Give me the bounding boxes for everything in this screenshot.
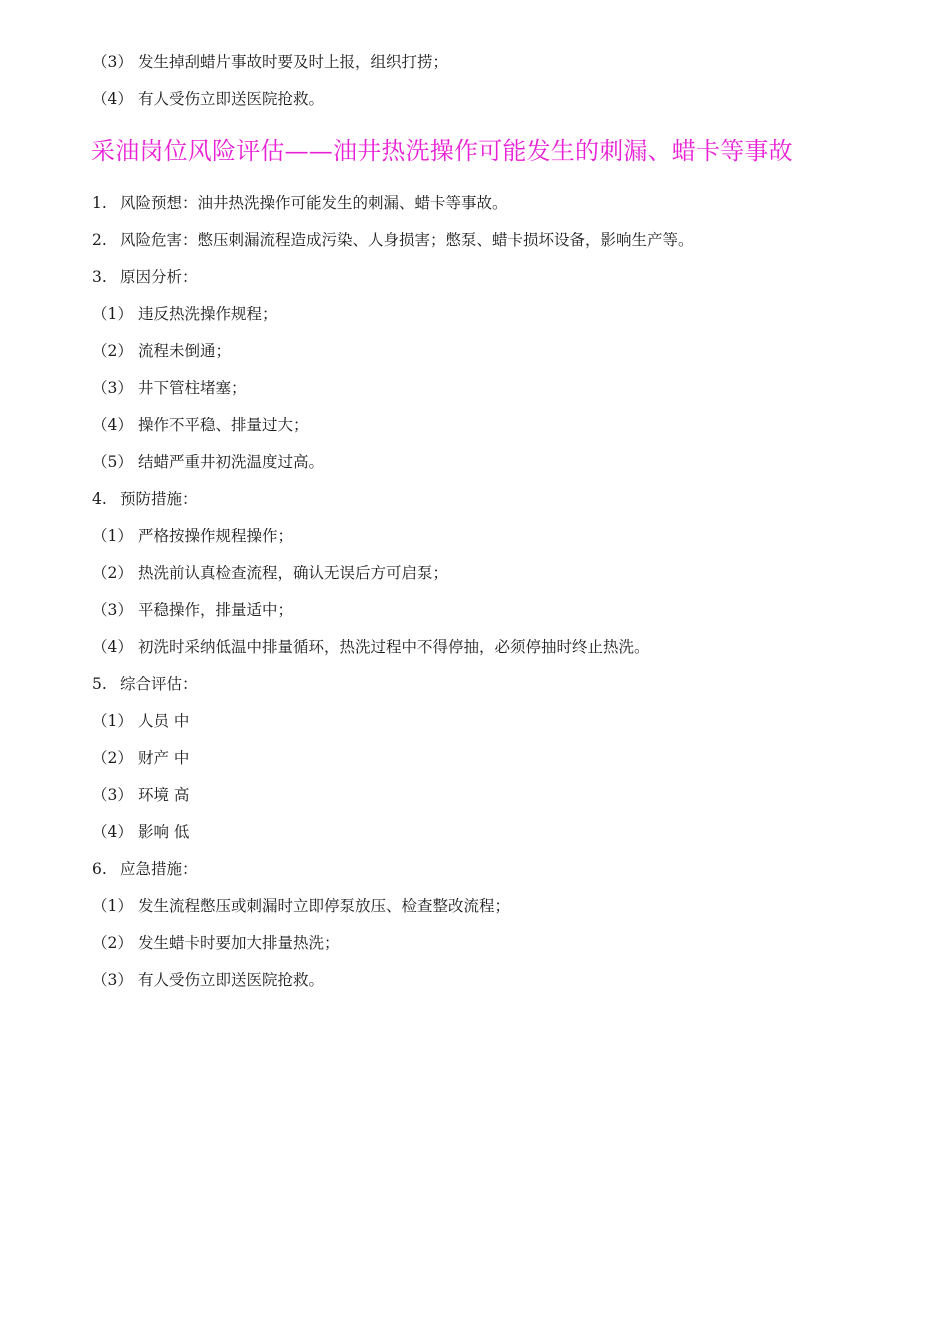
- section-line: [92, 267, 198, 287]
- section-text: 风险预想：油井热洗操作可能发生的刺漏、蜡卡等事故。: [120, 194, 508, 212]
- item-text: 流程未倒通；: [138, 342, 232, 360]
- item-number: （1）: [92, 897, 133, 915]
- section-number: 1.: [92, 194, 107, 212]
- item-number: （2）: [92, 564, 133, 582]
- section-text: 原因分析：: [120, 268, 198, 286]
- section-line: [92, 193, 508, 213]
- section-line: [92, 859, 198, 879]
- list-item: [92, 52, 448, 72]
- item-text: 违反热洗操作规程；: [138, 305, 278, 323]
- list-item: [92, 748, 189, 768]
- list-item: [92, 822, 189, 842]
- item-text: 影响 低: [138, 823, 190, 841]
- item-text: 发生蜡卡时要加大排量热洗；: [138, 934, 340, 952]
- item-number: （4）: [92, 416, 133, 434]
- section-text: 预防措施：: [120, 490, 198, 508]
- item-number: （4）: [92, 638, 133, 656]
- section-number: 4.: [92, 490, 107, 508]
- item-number: （3）: [92, 601, 133, 619]
- item-text: 热洗前认真检查流程，确认无误后方可启泵；: [138, 564, 449, 582]
- item-number: （3）: [92, 379, 133, 397]
- section-number: 6.: [92, 860, 107, 878]
- item-number: （4）: [92, 90, 133, 108]
- list-item: [92, 933, 340, 953]
- item-text: 平稳操作，排量适中；: [138, 601, 294, 619]
- section-text: 风险危害：憋压刺漏流程造成污染、人身损害；憋泵、蜡卡损坏设备，影响生产等。: [120, 231, 694, 249]
- item-text: 初洗时采纳低温中排量循环，热洗过程中不得停抽，必须停抽时终止热洗。: [138, 638, 650, 656]
- item-number: （4）: [92, 823, 133, 841]
- item-text: 有人受伤立即送医院抢救。: [138, 90, 325, 108]
- item-number: （5）: [92, 453, 133, 471]
- item-text: 井下管柱堵塞；: [138, 379, 247, 397]
- section-heading: 采油岗位风险评估——油井热洗操作可能发生的刺漏、蜡卡等事故: [91, 137, 793, 165]
- list-item: [92, 600, 293, 620]
- section-line: [92, 230, 694, 250]
- item-number: （3）: [92, 53, 133, 71]
- item-text: 发生流程憋压或刺漏时立即停泵放压、检查整改流程；: [138, 897, 511, 915]
- list-item: [92, 526, 293, 546]
- section-text: 应急措施：: [120, 860, 198, 878]
- item-number: （2）: [92, 749, 133, 767]
- item-number: （1）: [92, 305, 133, 323]
- section-number: 5.: [92, 675, 107, 693]
- item-number: （2）: [92, 934, 133, 952]
- item-text: 严格按操作规程操作；: [138, 527, 294, 545]
- list-item: [92, 711, 189, 731]
- list-item: [92, 452, 324, 472]
- list-item: [92, 970, 324, 990]
- section-number: 3.: [92, 268, 107, 286]
- list-item: [92, 563, 448, 583]
- item-text: 有人受伤立即送医院抢救。: [138, 971, 325, 989]
- item-text: 环境 高: [138, 786, 190, 804]
- list-item: [92, 785, 189, 805]
- section-number: 2.: [92, 231, 107, 249]
- item-text: 财产 中: [138, 749, 190, 767]
- list-item: [92, 304, 278, 324]
- item-text: 结蜡严重井初洗温度过高。: [138, 453, 325, 471]
- list-item: [92, 637, 650, 657]
- item-text: 发生掉刮蜡片事故时要及时上报，组织打捞；: [138, 53, 449, 71]
- list-item: [92, 341, 231, 361]
- list-item: [92, 378, 247, 398]
- list-item: [92, 89, 324, 109]
- section-text: 综合评估：: [120, 675, 198, 693]
- section-line: [92, 489, 198, 509]
- item-number: （2）: [92, 342, 133, 360]
- item-number: （1）: [92, 527, 133, 545]
- item-text: 人员 中: [138, 712, 190, 730]
- item-text: 操作不平稳、排量过大；: [138, 416, 309, 434]
- list-item: [92, 896, 510, 916]
- list-item: [92, 415, 309, 435]
- section-line: [92, 674, 198, 694]
- item-number: （3）: [92, 786, 133, 804]
- item-number: （1）: [92, 712, 133, 730]
- item-number: （3）: [92, 971, 133, 989]
